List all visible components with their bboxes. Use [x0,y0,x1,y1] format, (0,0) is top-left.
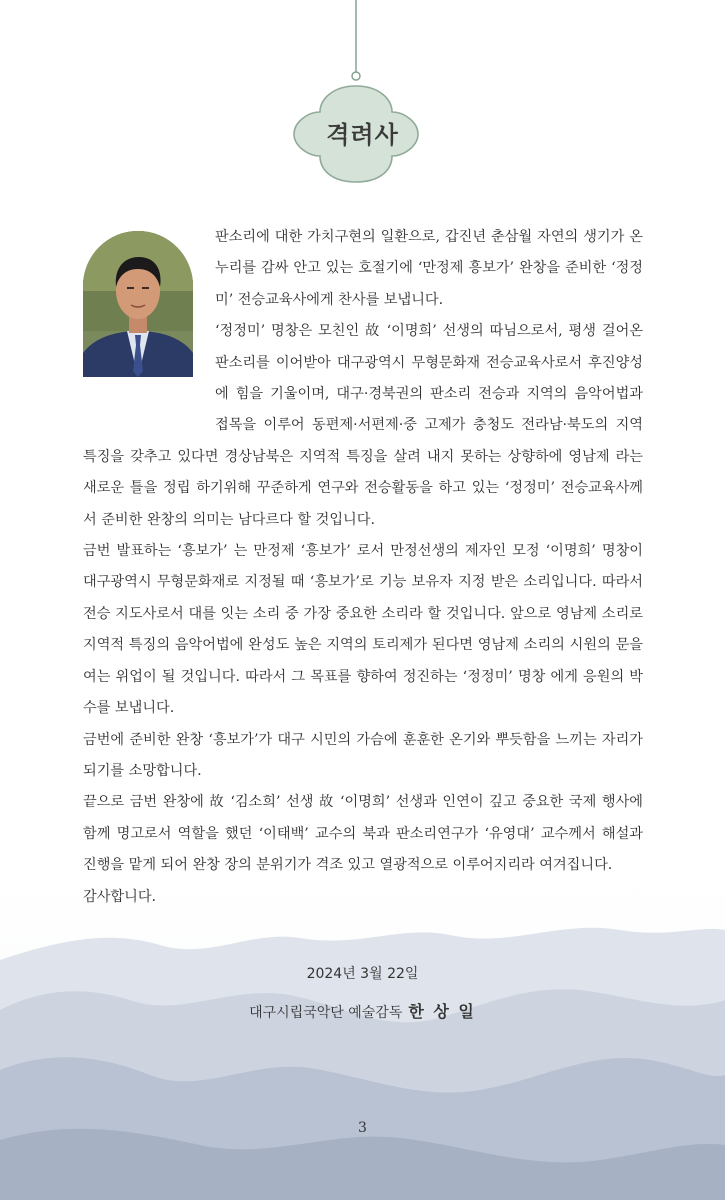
signature-line [0,999,725,1022]
letter-date: 2024년 3월 22일 [306,966,419,982]
paragraph: 끝으로 금번 완창에 故 ‘김소희’ 선생 故 ‘이명희’ 선생과 인연이 깊고 중요한 국제 행사에 함께 명고로서 역할을 했던 ‘이태백’ 교수의 북과 판소리연구가 ‘유영대’ 교수께서 해설과 진행을 맡게 되어 완창 장의 분위기가 격조 있고 열광적으로 이루어지리라 여겨집니다. [83,794,643,874]
paragraph: 금번 발표하는 ‘흥보가’ 는 만정제 ‘흥보가’ 로서 만정선생의 제자인 모정 ‘이명희’ 명창이 대구광역시 무형문화재로 지정될 때 ‘흥보가’로 기능 보유자 지정 받은 소리입니다. 따라서 전승 지도사로서 대를 잇는 소리 중 가장 중요한 소리라 할 것입니다. 앞으로 영남제 소리로 지역적 특징의 음악어법에 완성도 높은 지역의 토리제가 된다면 영남제 소리의 시원의 문을 여는 위업이 될 것입니다. 따라서 그 목표를 향하여 정진하는 ‘정정미’ 명창 에게 응원의 박수를 보냅니다. [83,543,643,717]
photo-spacer [83,222,215,412]
letter-body [83,222,643,913]
signature-name: 한 상 일 [408,1002,476,1021]
paragraph: 감사합니다. [83,888,157,905]
paragraph: 금번에 준비한 완창 ‘흥보가’가 대구 시민의 가슴에 훈훈한 온기와 뿌듯함을 느끼는 자리가 되기를 소망합니다. [83,731,643,779]
hanging-knot [352,72,360,80]
paragraph: 판소리에 대한 가치구현의 일환으로, 갑진년 춘삼월 자연의 생기가 온 누리를 감싸 안고 있는 호절기에 ‘만정제 흥보가’ 완창을 준비한 ‘정정미’ 전승교육사에게 찬사를 보냅니다. [215,229,643,308]
page-title: 격려사 [326,121,399,149]
paragraph: ‘정정미’ 명창은 모친인 故 ‘이명희’ 선생의 따님으로서, 평생 걸어온 판소리를 이어받아 대구광역시 무형문화재 전승교육사로서 후진양성에 힘을 기울이며, 대구·경북권의 판소리 전승과 지역의 음악어법과 접목을 이루어 동편제·서편제·중 고제가 충청도 전라남·북도의 지역 특징을 갖추고 있다면 경상남북은 지역적 특징을 살려 내지 못하는 상향하에 영남제 라는 새로운 틀을 정립 하기위해 꾸준하게 연구와 전승활동을 하고 있는 ‘정정미’ 전승교육사께서 준비한 완창의 의미는 남다르다 할 것입니다. [83,323,643,528]
signature-role: 대구시립국악단 예술감독 [249,1005,403,1021]
page-number: 3 [358,1120,367,1136]
